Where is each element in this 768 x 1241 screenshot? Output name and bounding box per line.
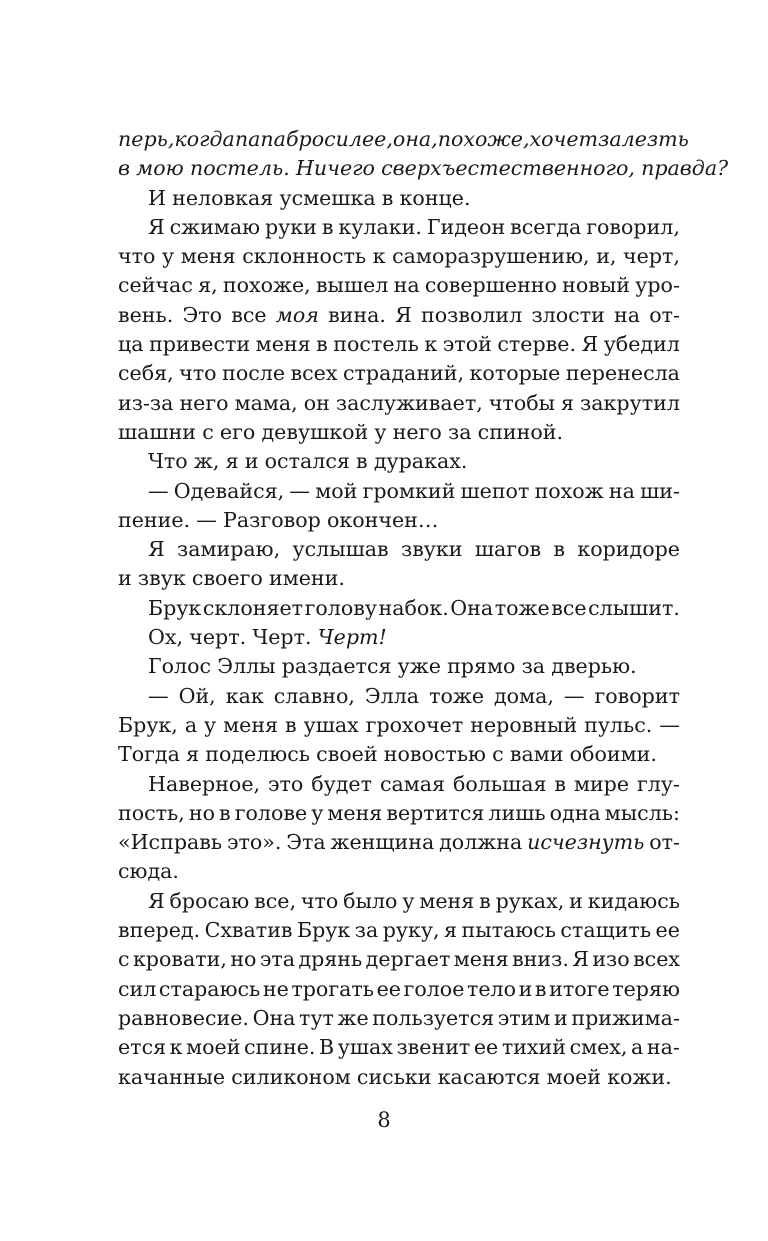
word: постель [333,332,419,357]
word: конце. [399,185,471,210]
word: меня [255,332,311,357]
word: ца [118,332,144,357]
word: от- [649,830,680,855]
word: похоже, [437,127,530,151]
word: — [289,478,311,503]
word: ушах [337,1035,393,1060]
text-line [118,1063,680,1092]
word: похож [534,478,604,503]
word: девушкой [261,419,369,444]
word: громкий [362,478,456,503]
word: Голос [148,654,212,679]
word: Брук [296,918,351,943]
text-line [118,682,680,711]
word: Это [182,302,223,327]
word: бросил [285,127,362,151]
text-line [118,213,680,242]
word: с [202,419,214,444]
word: — [196,507,217,532]
word: Одевайся, [173,478,285,503]
word: кровати, [132,947,227,972]
text-line [118,740,680,769]
word: славно, [273,683,355,708]
word: обоими. [569,742,657,767]
word: коридоре [577,537,680,562]
word: шагов [474,537,542,562]
word: вышел [315,273,389,298]
text-line [118,359,680,388]
word: говорит [594,683,680,708]
word: что [118,244,156,269]
text-line [118,477,680,506]
text-line [118,184,680,213]
word: мою [136,156,184,181]
word: мой [315,478,358,503]
word: стараюсь [158,976,261,1001]
word: в [321,214,334,239]
text-line [118,711,680,740]
word: саморазрушению, [392,244,590,269]
word: перь, [118,127,175,151]
text-line [118,770,680,799]
word: дверью. [551,654,637,679]
word: к [372,244,386,269]
word: в [316,332,328,357]
text-line [118,125,689,154]
word: голое [403,976,465,1001]
word: Тогда [118,742,180,767]
text-line [118,828,680,857]
word: ее [655,918,680,943]
word: моей [546,1064,602,1089]
word: изо [592,947,630,972]
text-line [118,1033,680,1062]
word: набок. [378,595,449,620]
word: — [148,478,169,503]
word: закрутил [580,390,680,415]
word: слышит. [588,595,680,620]
word: Разговор [223,507,321,532]
text-line [118,857,680,886]
word: ушах [303,712,359,737]
word: Брук [148,595,202,620]
word: а [184,712,198,737]
word: Я [572,947,589,972]
word: с [118,947,130,972]
word: эта [259,947,296,972]
word: этим [497,1005,551,1030]
word: усмешка [279,185,376,210]
word: что [300,888,339,913]
word: равновесие. [118,1005,249,1030]
word: прямо [447,654,516,679]
word: теряю [612,976,680,1001]
word: «Исправь [118,830,223,855]
word: папа [234,127,286,151]
word: пользуется [372,1005,495,1030]
text-line [118,418,680,447]
word: перенесла [565,361,680,386]
text-line [118,506,680,535]
word: Она [252,1005,296,1030]
word: сиськи [356,1064,432,1089]
word: своей [316,742,378,767]
word: злости [531,302,605,327]
word: привести [149,332,251,357]
word: а [631,1035,644,1060]
word: сжимаю [169,214,261,239]
word: окончен… [326,507,439,532]
word: Я [581,332,599,357]
text-line [118,154,729,183]
word: Элла [364,683,420,708]
word: убедил [603,332,680,357]
text-line [118,564,680,593]
word: склоняет [202,595,304,620]
word: и [118,566,132,591]
word: я [186,742,200,767]
word: всегда [510,214,582,239]
word: самая [379,771,446,796]
word: вень. [118,302,174,327]
word: одна [549,800,601,825]
word: сил [118,976,157,1001]
word: ется [118,1035,167,1060]
word: ж, [193,449,220,474]
word: и [518,976,533,1001]
word: — [659,712,680,737]
word: всех [290,361,338,386]
word: новостью [383,742,486,767]
word: — [563,683,585,708]
word: и [244,449,259,474]
word: к [169,1035,183,1060]
word: качанные [118,1064,226,1089]
word: Эллы [217,654,276,679]
word: шепот [460,478,530,503]
word: Брук, [118,712,178,737]
word: у [402,888,415,913]
word: И [148,185,166,210]
word: звуки [400,537,463,562]
word: я [225,449,239,474]
word: стащить [560,918,652,943]
word: своего [191,566,263,591]
word: трогать [291,976,374,1001]
word: мире [573,771,630,796]
word: дрянь [298,947,363,972]
text-line [118,594,680,623]
word: звенит [396,1035,471,1060]
word: в [285,712,297,737]
word: в [479,888,491,913]
word: тут [299,1005,334,1030]
word: всех [633,947,680,972]
text-line [118,652,680,681]
word: у [162,244,175,269]
word: в [356,449,368,474]
text-line [118,242,680,271]
word: уже [397,654,441,679]
word: уро- [635,273,680,298]
word: не [262,976,289,1001]
word: это [267,771,304,796]
text-line [118,330,680,359]
word: страданий, [342,361,465,386]
text-line [118,887,680,916]
word: — [148,683,169,708]
word: вина. [328,302,386,327]
text-line [118,301,680,330]
word: дергает [365,947,451,972]
word: черт. [189,625,247,650]
word: постель. [189,156,290,181]
word: мама, [234,390,298,415]
word: стерве. [497,332,576,357]
word: чтобы [488,390,556,415]
word: правда? [641,156,729,181]
word: совершенно [424,273,557,298]
word: замираю, [176,537,281,562]
word: он [303,390,330,415]
word: моей [186,1035,241,1060]
word: него [392,419,442,444]
word: тихий [501,1035,566,1060]
word: спине. [244,1035,316,1060]
word: руках, [495,888,565,913]
word: звук [137,566,186,591]
word: все [231,302,267,327]
word: с [492,742,504,767]
book-page-body [118,125,729,1092]
word: женщина [330,830,435,855]
word: грохочет [365,712,464,737]
word: пульс. [584,712,653,737]
word: в [534,976,547,1001]
word: голову [304,595,377,620]
word: меня [223,712,279,737]
text-line [118,389,680,418]
word: пение. [118,507,191,532]
word: моя [275,302,319,327]
word: после [222,361,286,386]
word: похоже, [222,273,311,298]
word: которые [469,361,561,386]
word: Что [148,449,188,474]
word: меня [419,888,475,913]
word: меня [453,947,509,972]
word: исчезнуть [527,830,645,855]
word: но [188,800,215,825]
word: на [614,302,641,327]
word: Ой, [178,683,216,708]
word: на [608,478,635,503]
word: же [337,1005,369,1030]
text-line [118,271,680,300]
word: и [569,888,583,913]
word: хочет [529,127,599,151]
word: себя, [118,361,174,386]
word: Эта [286,830,326,855]
word: шашни [118,419,197,444]
word: меня [327,800,383,825]
word: Ничего [295,156,375,181]
word: и, [596,244,617,269]
word: у [311,800,324,825]
text-line [118,1004,680,1033]
word: неловкая [172,185,274,210]
word: будет [311,771,373,796]
word: было [343,888,398,913]
word: я [444,918,458,943]
word: кулаки. [338,214,422,239]
word: к [424,332,438,357]
text-line [118,447,680,476]
word: пость, [118,800,185,825]
word: Наверное, [148,771,261,796]
word: большая [452,771,547,796]
word: все, [254,888,296,913]
word: пытаюсь [461,918,556,943]
word: в [381,185,394,210]
word: смех, [569,1035,628,1060]
word: в [554,771,567,796]
word: меня [180,244,236,269]
word: ее [376,976,401,1001]
word: неровный [470,712,578,737]
word: В [319,1035,335,1060]
word: кидаюсь [587,888,680,913]
word: я [561,390,575,415]
word: должна [439,830,523,855]
word: что [179,361,217,386]
text-line [118,975,680,1004]
word: итоге [549,976,610,1001]
word: в [118,156,130,181]
word: за [521,654,546,679]
word: тоже [429,683,485,708]
word: Я [148,888,165,913]
word: услышав [292,537,389,562]
word: вами [509,742,564,767]
word: от- [649,302,680,327]
word: Черт. [252,625,312,650]
word: в [553,537,566,562]
word: залезть [598,127,689,151]
word: Гидеон [426,214,506,239]
word: прижима- [571,1005,680,1030]
word: вертится [386,800,485,825]
word: когда [174,127,235,151]
word: Я [148,214,165,239]
word: силиконом [231,1064,351,1089]
word: дураках. [373,449,468,474]
word: голове [234,800,308,825]
word: из-за [118,390,174,415]
word: все [551,595,587,620]
word: поделюсь [205,742,310,767]
word: Я [395,302,412,327]
word: него [179,390,229,415]
word: этой [442,332,492,357]
word: дома, [494,683,554,708]
word: ши- [640,478,680,503]
word: вперед. [118,918,201,943]
word: его [219,419,256,444]
word: Схватив [204,918,293,943]
text-line [118,945,680,974]
word: в [219,800,231,825]
text-line [118,799,680,828]
word: сейчас [118,273,193,298]
word: Черт! [317,625,387,650]
word: она, [392,127,438,151]
text-line [118,623,680,652]
word: Я [148,537,165,562]
word: у [374,419,387,444]
word: сюда. [118,859,179,884]
word: мысль: [604,800,680,825]
word: позволил [421,302,523,327]
word: кожи. [607,1064,672,1089]
word: раздается [281,654,392,679]
word: тело [466,976,517,1001]
word: говорил, [586,214,680,239]
word: за [354,918,379,943]
word: на- [646,1035,680,1060]
word: заслуживает, [335,390,483,415]
word: я, [198,273,218,298]
word: как [225,683,264,708]
word: у [204,712,217,737]
word: это». [226,830,282,855]
word: новый [562,273,631,298]
word: за [447,419,472,444]
text-line [118,916,680,945]
word: Она [450,595,494,620]
word: черт, [623,244,680,269]
word: ее [473,1035,499,1060]
text-line [118,535,680,564]
word: глу- [636,771,680,796]
word: остался [264,449,350,474]
word: руку, [382,918,440,943]
word: и [554,1005,568,1030]
word: имени. [268,566,345,591]
word: руки [264,214,317,239]
word: на [393,273,420,298]
word: ее, [362,127,393,151]
word: сверхъестественного, [381,156,635,181]
word: склонность [242,244,367,269]
word: вниз. [512,947,569,972]
word: лишь [488,800,546,825]
page-number: 8 [377,1108,391,1132]
word: Ох, [148,625,184,650]
word: но [230,947,257,972]
word: тоже [494,595,550,620]
word: касаются [437,1064,541,1089]
word: спиной. [477,419,564,444]
word: бросаю [169,888,250,913]
